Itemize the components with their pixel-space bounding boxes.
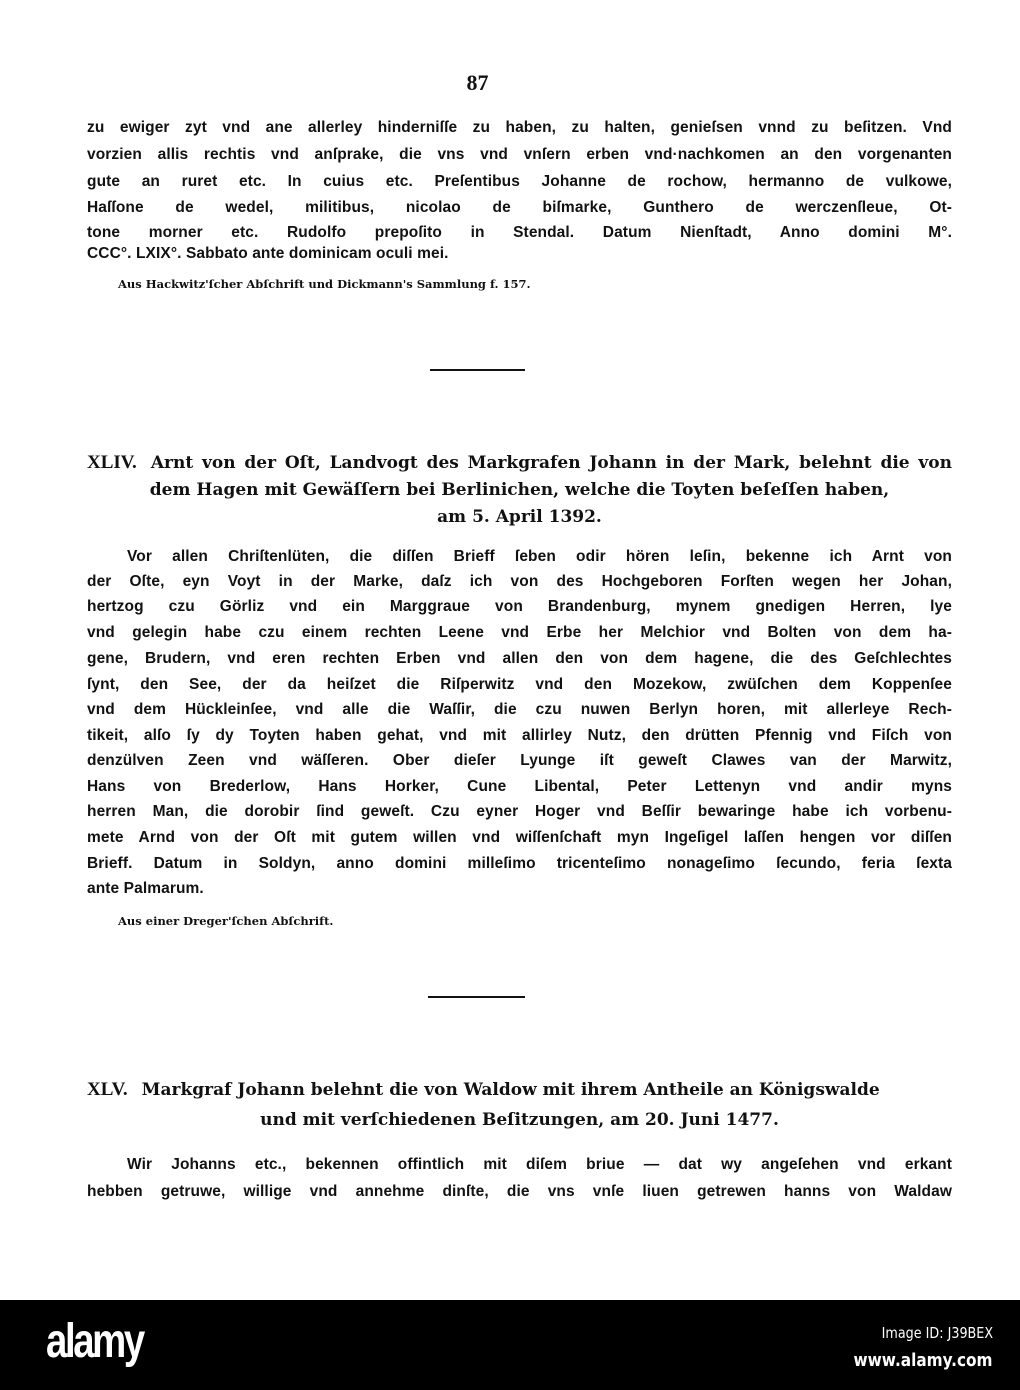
heading-line: am 5. April 1392.	[437, 507, 602, 527]
text-line: Haſſone de wedel, militibus, nicolao de biſmarke, Gunthero de werczenſleue, Ot-	[87, 199, 952, 216]
text-line: Hans von Brederlow, Hans Horker, Cune Libental, Peter Lettenyn vnd andir myns	[87, 778, 952, 795]
website-link: www.alamy.com	[854, 1350, 993, 1371]
text-line: vorzien allis rechtis vnd anſprake, die vns vnd vnſern erben vnd·nachkomen an den vorgenanten	[87, 146, 952, 163]
alamy-logo: alamy	[46, 1315, 143, 1368]
source-note: Aus einer Dreger'ſchen Abſchrift.	[118, 914, 334, 928]
text-line: ſynt, den See, der da heiſzet die Riſperwitz vnd den Mozekow, zwüſchen dem Koppenſee	[87, 676, 952, 693]
text-line: zu ewiger zyt vnd ane allerley hinderniſſe zu haben, zu halten, genieſsen vnnd zu beſitzen. Vnd	[87, 119, 952, 136]
text-line: vnd dem Hückleinſee, vnd alle die Waſſir, die czu nuwen Berlyn horen, mit allerleye Rech-	[87, 701, 952, 718]
text-line: gene, Brudern, vnd eren rechten Erben vnd allen den von dem hagene, die des Geſchlechtes	[87, 650, 952, 667]
text-line: CCC°. LXIX°. Sabbato ante dominicam oculi mei.	[87, 245, 449, 262]
heading-text: Arnt von der Oſt, Landvogt des Markgrafen Johann in der Mark, belehnt die von	[150, 453, 952, 473]
heading-line	[87, 1079, 880, 1101]
section-divider	[430, 369, 525, 371]
text-line: der Oſte, eyn Voyt in der Marke, daſz ich von des Hochgeboren Forſten wegen her Johan,	[87, 573, 952, 590]
page-number: 87	[466, 70, 489, 95]
text-line: gute an ruret etc. In cuius etc. Preſentibus Johanne de rochow, hermanno de vulkowe,	[87, 173, 952, 190]
text-line: hertzog czu Görliz vnd ein Marggraue von Brandenburg, mynem gnedigen Herren, lye	[87, 598, 952, 615]
text-line: Brieff. Datum in Soldyn, anno domini milleſimo tricenteſimo nonageſimo ſecundo, feria ſexta	[87, 855, 952, 872]
section-number: XLV.	[87, 1079, 128, 1100]
source-note: Aus Hackwitz'ſcher Abſchrift und Dickmann's Sammlung f. 157.	[118, 277, 531, 291]
heading-text: Markgraf Johann belehnt die von Waldow mit ihrem Antheile an Königswalde	[141, 1080, 880, 1100]
text-line: Vor allen Chriſtenlüten, die diſſen Brieff ſeben odir hören leſin, bekenne ich Arnt von	[127, 548, 952, 565]
section-number: XLIV.	[87, 452, 137, 473]
heading-line	[87, 452, 952, 474]
text-line: denzülven Zeen vnd wäſſeren. Ober dieſer Lyunge iſt geweſt Clawes van der Marwitz,	[87, 752, 952, 769]
text-line: Wir Johanns etc., bekennen offintlich mit diſem briue — dat wy angeſehen vnd erkant	[127, 1156, 952, 1173]
section-divider	[428, 996, 525, 998]
text-line: ante Palmarum.	[87, 880, 204, 897]
text-line: tikeit, alſo ſy dy Toyten haben gehat, vnd mit allirley Nutz, den drütten Pfennig vnd Fiſch von	[87, 727, 952, 744]
text-line: tone morner etc. Rudolfo prepoſito in Stendal. Datum Nienſtadt, Anno domini M°.	[87, 224, 952, 241]
text-line: herren Man, die dorobir ſind geweſt. Czu eyner Hoger vnd Beſſir bewaringe habe ich vorbenu-	[87, 803, 952, 820]
text-line: hebben getruwe, willige vnd annehme dinſte, die vns vnſe liuen getrewen hanns von Waldaw	[87, 1183, 952, 1200]
watermark-bar	[0, 1300, 1020, 1390]
text-line: mete Arnd von der Oſt mit gutem willen vnd wiſſenſchaft myn Ingeſigel laſſen hengen vor diſſen	[87, 829, 952, 846]
text-line: vnd gelegin habe czu einem rechten Leene vnd Erbe her Melchior vnd Bolten von dem ha-	[87, 624, 952, 641]
heading-line: dem Hagen mit Gewäſſern bei Berlinichen, welche die Toyten beſeſſen haben,	[149, 480, 890, 500]
heading-line: und mit verſchiedenen Beſitzungen, am 20. Juni 1477.	[260, 1110, 779, 1130]
image-id: Image ID: J39BEX	[881, 1324, 993, 1342]
